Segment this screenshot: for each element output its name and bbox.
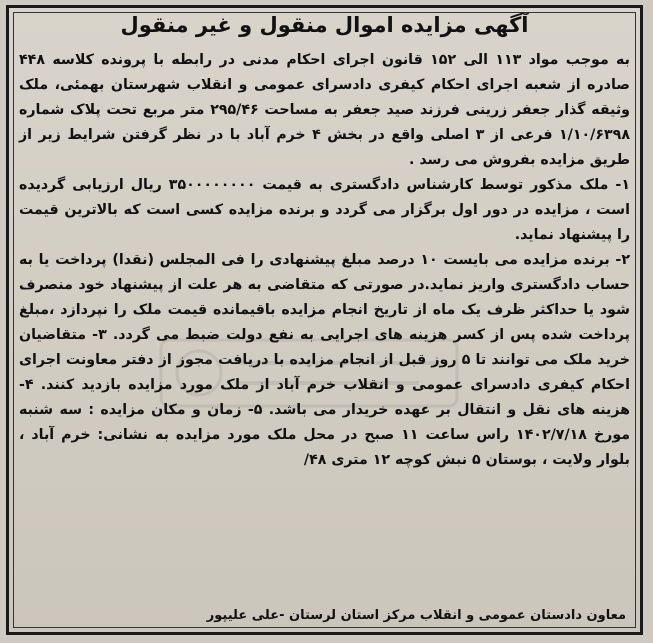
notice-paragraph-intro: به موجب مواد ۱۱۳ الی ۱۵۲ قانون اجرای احکام مدنی در رابطه با پرونده کلاسه ۴۴۸ صادره از شعبه اجرای احکام کیفری دادسرای عمومی و انقلاب شهرستان بهمئی، ملک وثیقه گذار جعفر زرینی فرزند صید جعفر به مساحت ۲۹۵/۴۶ متر مربع تحت پلاک شماره ۱/۱۰/۶۳۹۸ فرعی از ۳ اصلی واقع در بخش ۴ خرم آباد با در نظر گرفتن شرایط زیر از طریق مزایده بفروش می رسد .: [19, 52, 630, 168]
notice-paragraph-clauses-2-5: ۲- برنده مزایده می بایست ۱۰ درصد مبلغ پیشنهادی را فی المجلس (نقدا) پرداخت یا به حساب دادگستری واریز نماید.در صورتی که متقاضی به هر علت از پیشنهاد خود منصرف شود یا حداکثر ظرف یک ماه از تاریخ انجام مزایده باقیمانده قیمت ملک را نپردازد ،مبلغ پرداخت شده پس از کسر هزینه های اجرایی به نفع دولت ضبط می گردد. ۳- متقاضیان خرید ملک می توانند تا ۵ روز قبل از انجام مزایده با دریافت مجوز از دفتر معاونت اجرای احکام کیفری دادسرای عمومی و انقلاب خرم آباد از ملک مورد مزایده بازدید کنند. ۴- هزینه های نقل و انتقال بر عهده خریدار می باشد. ۵- زمان و مکان مزایده : سه شنبه مورخ ۱۴۰۲/۷/۱۸ راس ساعت ۱۱ صبح در محل ملک مورد مزایده به نشانی: خرم آباد ، بلوار ولایت ، بوستان ۵ نبش کوچه ۱۲ متری ۴۸/: [19, 252, 631, 468]
notice-signature: معاون دادستان عمومی و انقلاب مرکز استان لرستان -علی علیپور: [206, 608, 626, 623]
notice-frame: [6, 5, 643, 635]
notice-body: [19, 48, 630, 473]
notice-title: آگهی مزایده اموال منقول و غیر منقول: [120, 13, 529, 37]
notice-paragraph-clause-1: ۱- ملک مذکور توسط کارشناس دادگستری به قیمت ۳۵۰۰۰۰۰۰۰۰ ریال ارزیابی گردیده است ، مزایده در دور اول برگزار می گردد و برنده مزایده کسی است که بالاترین قیمت را پیشنهاد نماید.: [19, 177, 630, 243]
